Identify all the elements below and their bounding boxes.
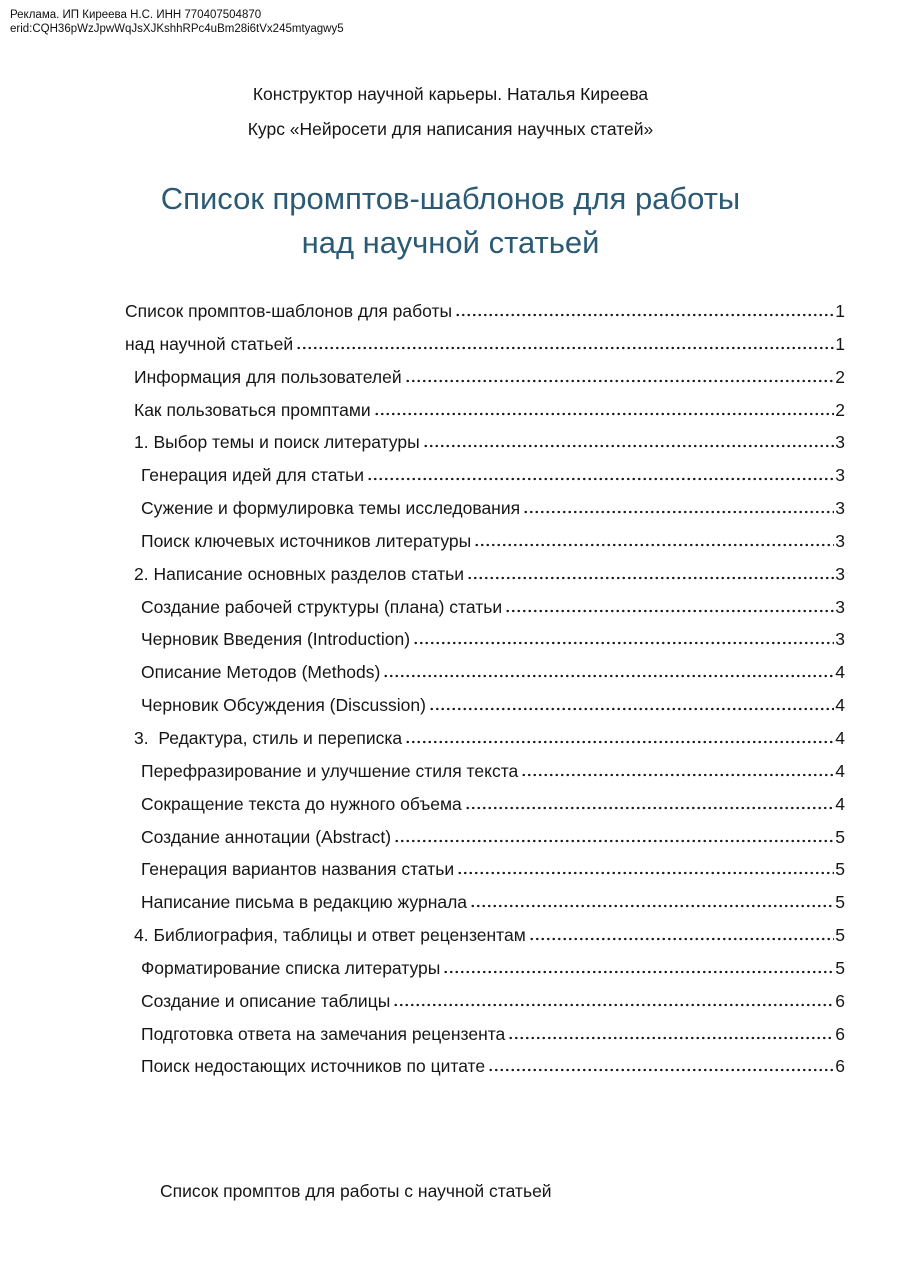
toc-entry-page: 2: [835, 399, 845, 420]
toc-entry[interactable]: [125, 361, 845, 394]
toc-entry-page: 5: [835, 892, 845, 913]
toc-entry-label: Создание рабочей структуры (плана) статьи: [141, 596, 503, 617]
toc-entry-page: 2: [835, 366, 845, 387]
toc-entry-label: Сужение и формулировка темы исследования: [141, 498, 521, 519]
toc-entry-label: Черновик Введения (Introduction): [141, 629, 411, 650]
toc-entry[interactable]: [125, 952, 845, 985]
toc-dot-leader: [367, 477, 834, 481]
table-of-contents: [125, 295, 845, 1083]
toc-entry-page: 4: [835, 695, 845, 716]
toc-entry-label: Список промптов-шаблонов для работы: [125, 301, 453, 321]
toc-entry-page: 3: [835, 629, 845, 650]
toc-entry-label: Создание и описание таблицы: [141, 990, 391, 1011]
toc-entry[interactable]: [125, 328, 845, 361]
toc-dot-leader: [405, 740, 834, 744]
toc-entry-page: 4: [835, 760, 845, 781]
toc-entry-label: Черновик Обсуждения (Discussion): [141, 695, 426, 716]
toc-dot-leader: [467, 576, 834, 580]
toc-entry-label: над научной статьей: [125, 333, 294, 354]
toc-entry[interactable]: [125, 755, 845, 788]
toc-entry[interactable]: [125, 295, 845, 328]
toc-dot-leader: [470, 904, 834, 908]
toc-entry-page: 1: [835, 301, 845, 321]
toc-entry-label: Написание письма в редакцию журнала: [141, 892, 468, 913]
toc-entry[interactable]: [125, 985, 845, 1018]
toc-dot-leader: [413, 641, 834, 645]
toc-entry[interactable]: [125, 886, 845, 919]
toc-entry-label: 2. Написание основных разделов статьи: [134, 563, 465, 584]
header-course-line: Курс «Нейросети для написания научных статей»: [247, 119, 654, 139]
toc-entry-label: 1. Выбор темы и поиск литературы: [134, 432, 420, 453]
toc-entry-page: 3: [835, 563, 845, 584]
toc-entry-page: 4: [835, 793, 845, 814]
toc-dot-leader: [521, 773, 834, 777]
toc-dot-leader: [523, 510, 834, 514]
toc-dot-leader: [383, 674, 834, 678]
toc-dot-leader: [455, 313, 834, 317]
ad-disclaimer-line1: Реклама. ИП Киреева Н.С. ИНН 770407504870: [10, 9, 262, 21]
toc-entry-page: 3: [835, 465, 845, 486]
toc-entry-label: Поиск недостающих источников по цитате: [141, 1056, 486, 1077]
toc-entry-page: 1: [835, 333, 845, 354]
toc-entry-label: 4. Библиография, таблицы и ответ рецензентам: [134, 925, 526, 946]
toc-entry-page: 6: [835, 1023, 845, 1044]
toc-entry[interactable]: [125, 1018, 845, 1051]
toc-entry-page: 4: [835, 727, 845, 748]
toc-dot-leader: [529, 937, 835, 941]
toc-entry[interactable]: [125, 919, 845, 952]
toc-dot-leader: [393, 1003, 834, 1007]
toc-entry-label: Генерация вариантов названия статьи: [141, 859, 455, 880]
toc-entry-label: Подготовка ответа на замечания рецензента: [141, 1023, 506, 1044]
toc-entry-label: Перефразирование и улучшение стиля текста: [141, 760, 519, 781]
toc-entry-page: 3: [835, 530, 845, 551]
toc-entry[interactable]: [125, 558, 845, 591]
toc-entry[interactable]: [125, 492, 845, 525]
toc-entry-label: Информация для пользователей: [134, 366, 402, 387]
toc-dot-leader: [488, 1068, 834, 1072]
toc-entry[interactable]: [125, 623, 845, 656]
toc-entry-page: 3: [835, 432, 845, 453]
toc-entry-page: 3: [835, 596, 845, 617]
ad-erid-line: erid:CQH36pWzJpwWqJsXJKshhRPc4uBm28i6tVx245mtyagwy5: [10, 23, 344, 35]
toc-entry-page: 5: [835, 859, 845, 880]
toc-dot-leader: [443, 970, 834, 974]
toc-entry[interactable]: [125, 459, 845, 492]
toc-dot-leader: [457, 871, 834, 875]
document-title: [0, 177, 901, 265]
toc-dot-leader: [505, 609, 834, 613]
toc-entry-label: Как пользоваться промптами: [134, 399, 371, 420]
footer-caption: Список промптов для работы с научной статьей: [160, 1181, 552, 1201]
toc-entry-page: 3: [835, 498, 845, 519]
toc-dot-leader: [374, 412, 835, 416]
toc-entry-page: 6: [835, 1056, 845, 1077]
toc-entry-label: Создание аннотации (Abstract): [141, 826, 392, 847]
ad-disclaimer: [10, 8, 344, 36]
toc-entry-page: 5: [835, 957, 845, 978]
toc-entry-page: 5: [835, 826, 845, 847]
toc-dot-leader: [296, 346, 834, 350]
toc-entry-label: Генерация идей для статьи: [141, 465, 364, 486]
toc-entry[interactable]: [125, 1050, 845, 1083]
toc-entry[interactable]: [125, 591, 845, 624]
document-title-line1: Список промптов-шаблонов для работы: [160, 181, 741, 216]
toc-entry-label: Форматирование списка литературы: [141, 957, 441, 978]
toc-dot-leader: [474, 543, 834, 547]
toc-dot-leader: [423, 444, 835, 448]
toc-entry-label: 3. Редактура, стиль и переписка: [134, 727, 403, 748]
toc-entry-label: Сокращение текста до нужного объема: [141, 793, 462, 814]
toc-dot-leader: [465, 806, 835, 810]
header-author-line: Конструктор научной карьеры. Наталья Киреева: [252, 84, 649, 104]
toc-entry-page: 5: [835, 925, 845, 946]
toc-entry-label: Поиск ключевых источников литературы: [141, 530, 472, 551]
toc-entry[interactable]: [125, 394, 845, 427]
toc-entry[interactable]: [125, 656, 845, 689]
toc-entry[interactable]: [125, 722, 845, 755]
document-title-line2: над научной статьей: [301, 225, 600, 260]
toc-entry-page: 6: [835, 990, 845, 1011]
toc-entry[interactable]: [125, 853, 845, 886]
toc-dot-leader: [429, 707, 834, 711]
toc-entry-page: 4: [835, 662, 845, 683]
toc-dot-leader: [405, 379, 835, 383]
toc-entry[interactable]: [125, 525, 845, 558]
toc-dot-leader: [508, 1036, 834, 1040]
toc-dot-leader: [394, 839, 834, 843]
toc-entry[interactable]: [125, 689, 845, 722]
toc-entry-label: Описание Методов (Methods): [141, 662, 381, 683]
toc-entry[interactable]: [125, 426, 845, 459]
toc-entry[interactable]: [125, 788, 845, 821]
toc-entry[interactable]: [125, 821, 845, 854]
